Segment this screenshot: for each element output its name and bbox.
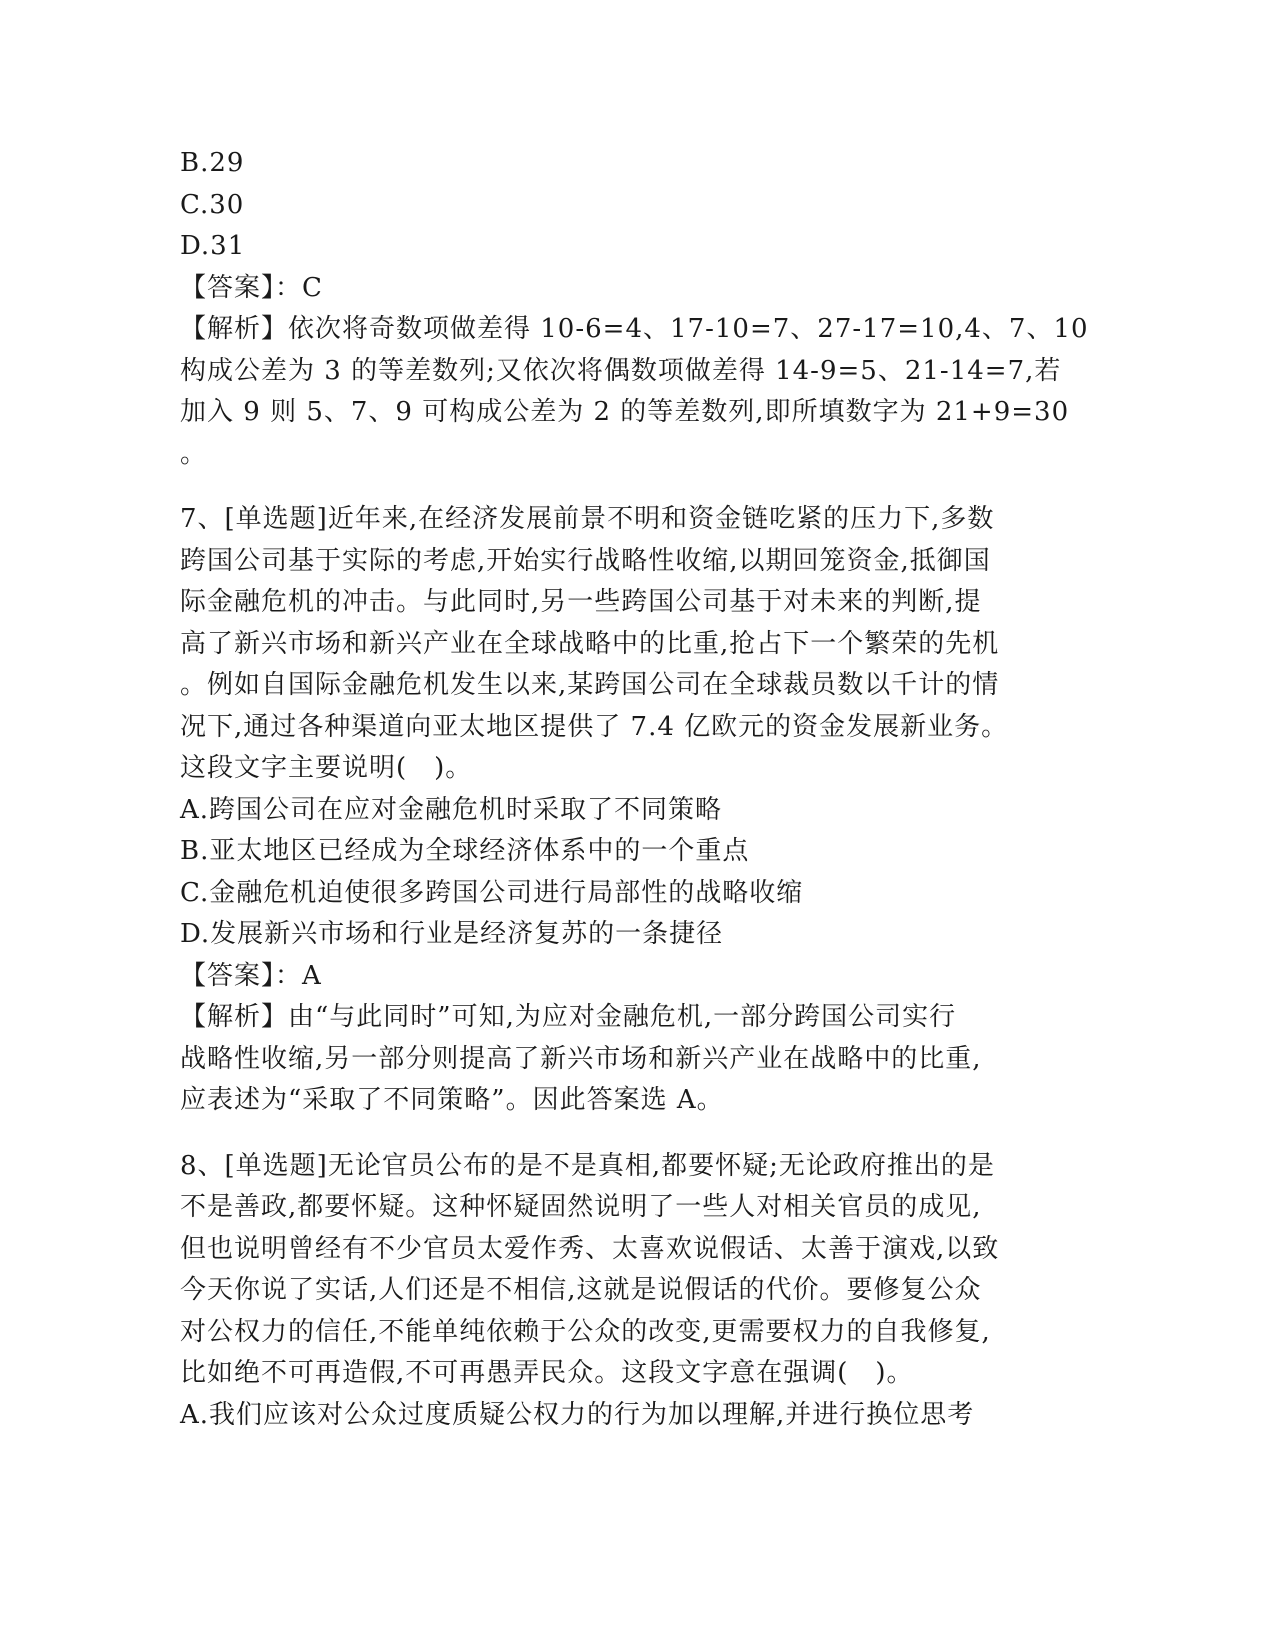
- analysis-line: 应表述为“采取了不同策略”。因此答案选 A。: [180, 1085, 724, 1115]
- option-d: D.31: [180, 231, 246, 261]
- analysis-line: 加入 9 则 5、7、9 可构成公差为 2 的等差数列,即所填数字为 21+9=30: [180, 397, 1070, 427]
- stem-line: 对公权力的信任,不能单纯依赖于公众的改变,更需要权力的自我修复,: [180, 1316, 991, 1347]
- option-a: A.跨国公司在应对金融危机时采取了不同策略: [180, 794, 723, 825]
- analysis-line: 构成公差为 3 的等差数列;又依次将偶数项做差得 14-9=5、21-14=7,若: [180, 355, 1062, 386]
- stem-line: 不是善政,都要怀疑。这种怀疑固然说明了一些人对相关官员的成见,: [180, 1192, 982, 1222]
- answer-line: 【答案】：A: [180, 960, 322, 991]
- stem-line: 7、[单选题]近年来,在经济发展前景不明和资金链吃紧的压力下,多数: [180, 504, 995, 534]
- stem-line: 今天你说了实话,人们还是不相信,这就是说假话的代价。要修复公众: [180, 1275, 982, 1305]
- stem-line: 高了新兴市场和新兴产业在全球战略中的比重,抢占下一个繁荣的先机: [180, 628, 1000, 659]
- analysis-line: 。: [180, 438, 208, 469]
- stem-line: 况下,通过各种渠道向亚太地区提供了 7.4 亿欧元的资金发展新业务。: [180, 711, 1009, 742]
- stem-line: 跨国公司基于实际的考虑,开始实行战略性收缩,以期回笼资金,抵御国: [180, 545, 991, 576]
- question-8: [180, 1146, 1060, 1437]
- analysis-line: 战略性收缩,另一部分则提高了新兴市场和新兴产业在战略中的比重,: [180, 1043, 982, 1074]
- stem-line: 8、[单选题]无论官员公布的是不是真相,都要怀疑;无论政府推出的是: [180, 1150, 995, 1181]
- question-7: [180, 499, 1060, 1122]
- stem-line: 比如绝不可再造假,不可再愚弄民众。这段文字意在强调( )。: [180, 1358, 914, 1388]
- stem-line: 这段文字主要说明( )。: [180, 753, 473, 783]
- option-c: C.30: [180, 189, 245, 220]
- option-c: C.金融危机迫使很多跨国公司进行局部性的战略收缩: [180, 877, 804, 908]
- answer-line: 【答案】：C: [180, 272, 323, 303]
- option-b: B.29: [180, 148, 245, 178]
- option-d: D.发展新兴市场和行业是经济复苏的一条捷径: [180, 919, 724, 949]
- document-page: [180, 143, 1089, 1436]
- analysis-line: 【解析】由“与此同时”可知,为应对金融危机,一部分跨国公司实行: [180, 1002, 957, 1032]
- option-a: A.我们应该对公众过度质疑公权力的行为加以理解,并进行换位思考: [180, 1399, 975, 1430]
- option-b: B.亚太地区已经成为全球经济体系中的一个重点: [180, 836, 750, 866]
- question-gap: [180, 475, 1060, 499]
- stem-line: 但也说明曾经有不少官员太爱作秀、太喜欢说假话、太善于演戏,以致: [180, 1233, 1000, 1264]
- stem-line: 际金融危机的冲击。与此同时,另一些跨国公司基于对未来的判断,提: [180, 587, 982, 617]
- question-6-tail: [180, 143, 1089, 475]
- stem-line: 。例如自国际金融危机发生以来,某跨国公司在全球裁员数以千计的情: [180, 670, 1000, 700]
- question-gap: [180, 1122, 1060, 1146]
- analysis-line: 【解析】依次将奇数项做差得 10-6=4、17-10=7、27-17=10,4、7、10: [180, 314, 1089, 344]
